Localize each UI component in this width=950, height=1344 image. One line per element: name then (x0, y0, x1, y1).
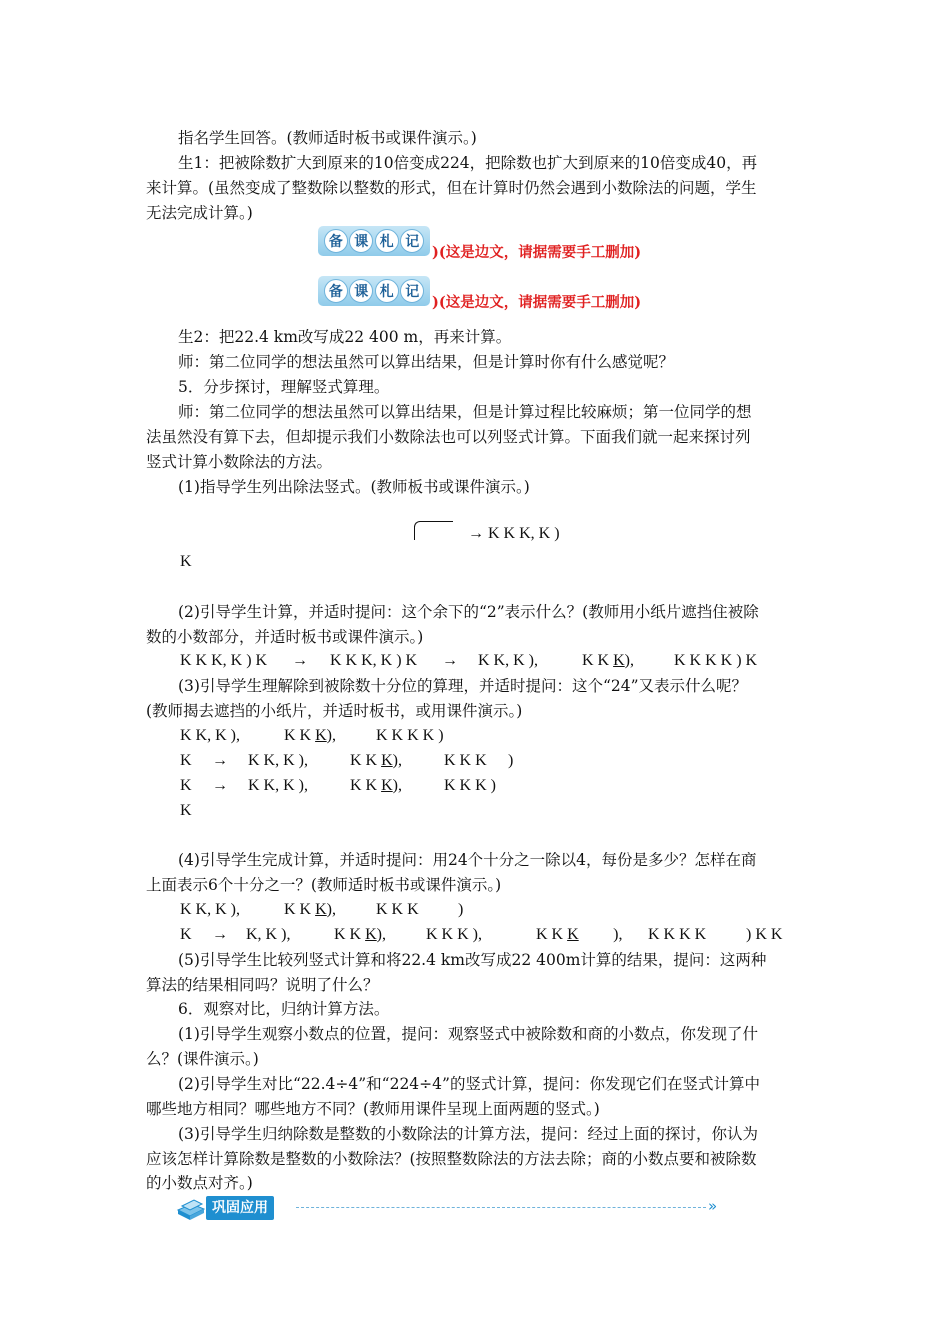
paragraph-line: (3)引导学生理解除到被除数十分位的算理，并适时提问：这个“24”又表示什么呢？ (178, 677, 748, 695)
math-text: ), (376, 926, 386, 943)
paragraph-line: 生2：把22.4 km改写成22 400 m，再来计算。 (178, 328, 512, 346)
math-text: K K (334, 926, 362, 943)
math-text: K K (582, 652, 610, 669)
math-placeholder: K (180, 802, 192, 819)
math-text: ), (613, 926, 623, 943)
math-underlined: K (567, 926, 579, 943)
paragraph-line: 师：第二位同学的想法虽然可以算出结果，但是计算时你有什么感觉呢？ (178, 353, 675, 371)
math-placeholder: K K K, K ) K (330, 652, 418, 669)
paragraph-line: 5．分步探讨，理解竖式算理。 (178, 378, 390, 396)
math-text: K K (350, 752, 378, 769)
paragraph-line: 法虽然没有算下去，但却提示我们小数除法也可以列竖式计算。下面我们就一起来探讨列 (146, 428, 751, 446)
math-placeholder: K K K K (648, 926, 707, 943)
paragraph-line: (教师揭去遮挡的小纸片，并适时板书，或用课件演示。) (146, 702, 523, 720)
badge-char: 札 (375, 279, 399, 303)
side-note-text: )(这是边文，请据需要手工删加) (432, 244, 642, 261)
math-placeholder: → (212, 752, 228, 769)
badge-char: 记 (400, 229, 424, 253)
math-text: ), (392, 752, 402, 769)
math-placeholder: K (180, 752, 192, 769)
math-placeholder: K K, K ), (180, 727, 240, 744)
badge-char: 课 (349, 279, 373, 303)
double-chevron-right-icon: » (708, 1197, 718, 1215)
math-placeholder: → (442, 652, 458, 669)
math-placeholder (582, 651, 634, 671)
paragraph-line: 算法的结果相同吗？说明了什么？ (146, 976, 379, 994)
lesson-notes-badge (318, 226, 430, 256)
math-text: K K (536, 926, 564, 943)
math-placeholder: K K K (376, 901, 419, 918)
badge-char: 备 (324, 279, 348, 303)
math-text: K K (350, 777, 378, 794)
math-placeholder (334, 925, 386, 945)
math-placeholder: → (212, 926, 228, 943)
math-text: K K (284, 901, 312, 918)
paragraph-line: 上面表示6个十分之一？(教师适时板书或课件演示。) (146, 876, 502, 894)
math-underlined: K (381, 777, 393, 794)
paragraph-line: 竖式计算小数除法的方法。 (146, 453, 333, 471)
math-placeholder: K K K K ) (376, 727, 444, 744)
badge-char: 札 (375, 229, 399, 253)
math-underlined: K (315, 727, 327, 744)
math-text: ), (326, 727, 336, 744)
paragraph-line: 师：第二位同学的想法虽然可以算出结果，但是计算过程比较麻烦；第一位同学的想 (178, 403, 752, 421)
paragraph-line: (2)引导学生对比“22.4÷4”和“224÷4”的竖式计算，提问：你发现它们在竖式计算中 (178, 1075, 760, 1093)
math-placeholder: K K, K ), (248, 752, 308, 769)
math-placeholder: K K K, K ) K (180, 652, 268, 669)
math-placeholder (284, 726, 336, 746)
math-placeholder (536, 925, 622, 945)
section-title: 巩固应用 (206, 1196, 274, 1220)
side-note-text: )(这是边文，请据需要手工删加) (432, 294, 642, 311)
badge-char: 备 (324, 229, 348, 253)
math-underlined: K (613, 652, 625, 669)
math-placeholder: K (180, 553, 192, 570)
lesson-notes-badge (318, 276, 430, 306)
math-underlined: K (381, 752, 393, 769)
math-placeholder: → K K K, K ) (468, 525, 560, 542)
math-placeholder: K K, K ), (248, 777, 308, 794)
math-placeholder: K K K K ) K (674, 652, 758, 669)
section-divider (296, 1207, 706, 1208)
math-text: ), (392, 777, 402, 794)
math-text: ), (624, 652, 634, 669)
math-placeholder: ) (508, 752, 514, 769)
math-placeholder: K K, K ), (478, 652, 538, 669)
math-placeholder: K (180, 777, 192, 794)
paragraph-line: (5)引导学生比较列竖式计算和将22.4 km改写成22 400m计算的结果，提问：这两种 (178, 951, 767, 969)
math-placeholder: ) (458, 901, 464, 918)
paragraph-line: (1)指导学生列出除法竖式。(教师板书或课件演示。) (178, 478, 530, 496)
math-placeholder: K K K ) (444, 777, 496, 794)
paragraph-line: (4)引导学生完成计算，并适时提问：用24个十分之一除以4，每份是多少？怎样在商 (178, 851, 757, 869)
math-underlined: K (315, 901, 327, 918)
paragraph-line: 哪些地方相同？哪些地方不同？(教师用课件呈现上面两题的竖式。) (146, 1100, 600, 1118)
paragraph-line: 来计算。(虽然变成了整数除以整数的形式，但在计算时仍然会遇到小数除法的问题，学生 (146, 179, 757, 197)
paragraph-line: 生1：把被除数扩大到原来的10倍变成224，把除数也扩大到原来的10倍变成40，再 (178, 154, 758, 172)
paragraph-line: 指名学生回答。(教师适时板书或课件演示。) (178, 129, 477, 147)
paragraph-line: 么？(课件演示。) (146, 1050, 259, 1068)
paragraph-line: 数的小数部分，并适时板书或课件演示。) (146, 628, 424, 646)
math-placeholder: K K, K ), (180, 901, 240, 918)
badge-char: 课 (349, 229, 373, 253)
paragraph-line: 无法完成计算。) (146, 204, 253, 222)
math-placeholder: K K K ), (426, 926, 482, 943)
math-placeholder (350, 776, 402, 796)
math-placeholder: ) K K (746, 926, 783, 943)
paragraph-line: (3)引导学生归纳除数是整数的小数除法的计算方法，提问：经过上面的探讨，你认为 (178, 1125, 758, 1143)
badge-char: 记 (400, 279, 424, 303)
paragraph-line: (2)引导学生计算，并适时提问：这个余下的“2”表示什么？(教师用小纸片遮挡住被除 (178, 603, 759, 621)
math-placeholder (350, 751, 402, 771)
math-placeholder: K, K ), (246, 926, 291, 943)
math-text: K K (284, 727, 312, 744)
paragraph-line: 6．观察对比，归纳计算方法。 (178, 1000, 390, 1018)
math-placeholder (284, 900, 336, 920)
paragraph-line: 的小数点对齐。) (146, 1174, 253, 1192)
math-text: ), (326, 901, 336, 918)
paragraph-line: 应该怎样计算除数是整数的小数除法？(按照整数除法的方法去除；商的小数点要和被除数 (146, 1150, 757, 1168)
math-placeholder: K (180, 926, 192, 943)
math-placeholder: → (292, 652, 308, 669)
math-placeholder: → (212, 777, 228, 794)
math-underlined: K (365, 926, 377, 943)
paragraph-line: (1)引导学生观察小数点的位置，提问：观察竖式中被除数和商的小数点，你发现了什 (178, 1025, 758, 1043)
book-stack-icon (176, 1196, 206, 1220)
division-bracket (414, 521, 453, 540)
math-placeholder: K K K (444, 752, 487, 769)
